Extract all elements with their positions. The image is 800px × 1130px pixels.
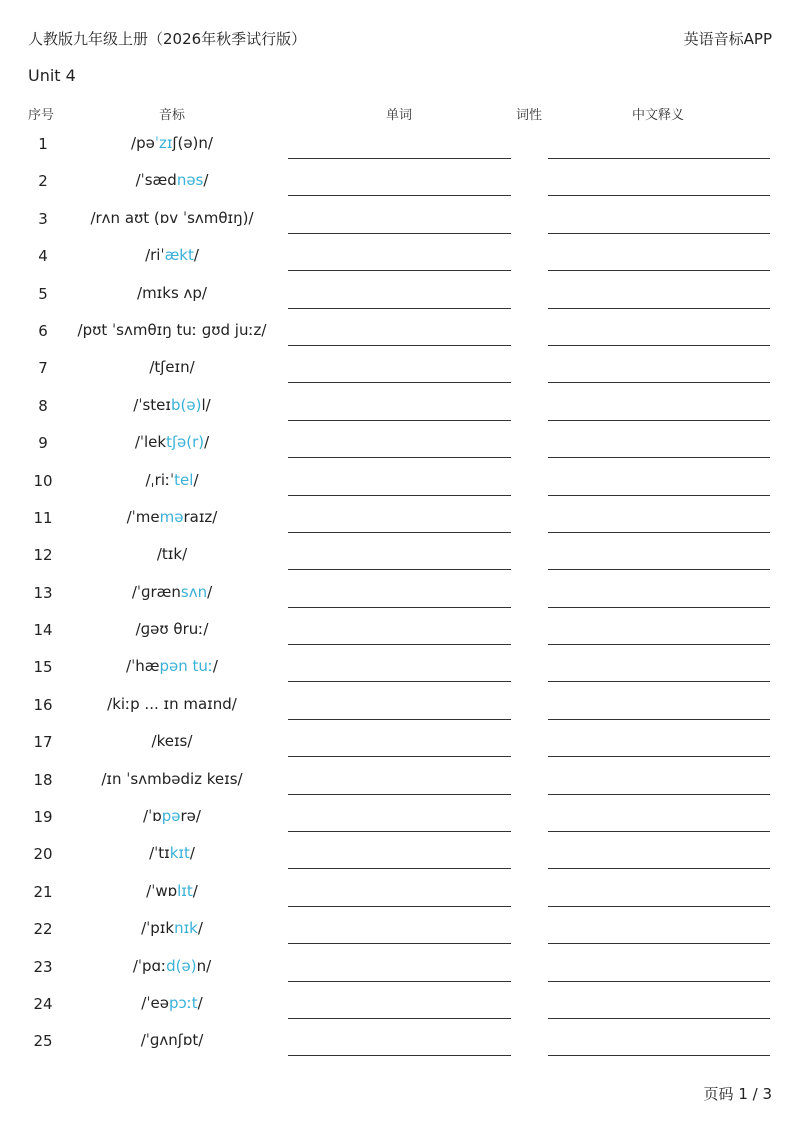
phonetic-transcription xyxy=(72,657,272,675)
meaning-answer-line[interactable] xyxy=(548,345,770,346)
phonetic-stressed-segment: pɔːt xyxy=(168,993,198,1012)
word-answer-line[interactable] xyxy=(288,158,511,159)
table-row xyxy=(0,1023,800,1060)
word-answer-line[interactable] xyxy=(288,233,511,234)
word-answer-line[interactable] xyxy=(288,420,511,421)
phonetic-segment: /pʊt ˈsʌmθɪŋ tuː ɡʊd juːz/ xyxy=(77,320,267,339)
phonetic-segment: / xyxy=(212,657,218,676)
col-header-word: 单词 xyxy=(386,108,413,123)
meaning-answer-line[interactable] xyxy=(548,794,770,795)
meaning-answer-line[interactable] xyxy=(548,382,770,383)
phonetic-transcription xyxy=(72,209,272,227)
phonetic-segment: /ˌriːˈ xyxy=(145,470,175,489)
table-row xyxy=(0,388,800,425)
phonetic-stressed-segment: b(ə) xyxy=(170,395,202,414)
word-answer-line[interactable] xyxy=(288,457,511,458)
phonetic-segment: / xyxy=(204,433,210,452)
phonetic-segment: /pə xyxy=(131,134,155,152)
row-index: 24 xyxy=(33,994,53,1013)
meaning-answer-line[interactable] xyxy=(548,495,770,496)
row-index: 6 xyxy=(38,321,48,340)
row-index: 21 xyxy=(33,882,53,901)
meaning-answer-line[interactable] xyxy=(548,457,770,458)
meaning-answer-line[interactable] xyxy=(548,308,770,309)
phonetic-transcription xyxy=(72,545,272,563)
row-index: 11 xyxy=(33,508,53,527)
word-answer-line[interactable] xyxy=(288,569,511,570)
meaning-answer-line[interactable] xyxy=(548,756,770,757)
phonetic-transcription xyxy=(72,171,272,189)
vocabulary-table xyxy=(0,126,800,1061)
phonetic-segment: raɪz/ xyxy=(183,507,218,526)
word-answer-line[interactable] xyxy=(288,981,511,982)
phonetic-segment: /ɪn ˈsʌmbədiz keɪs/ xyxy=(101,769,243,788)
phonetic-transcription xyxy=(72,732,272,750)
table-row xyxy=(0,724,800,761)
meaning-answer-line[interactable] xyxy=(548,831,770,832)
phonetic-segment: /ˈsæd xyxy=(135,171,177,190)
phonetic-segment: /riˈ xyxy=(145,246,165,265)
meaning-answer-line[interactable] xyxy=(548,158,770,159)
phonetic-transcription xyxy=(72,508,272,526)
word-answer-line[interactable] xyxy=(288,270,511,271)
table-row xyxy=(0,313,800,350)
row-index: 7 xyxy=(38,359,48,378)
row-index: 18 xyxy=(33,770,53,789)
phonetic-transcription xyxy=(72,770,272,788)
phonetic-segment: / xyxy=(207,582,213,601)
row-index: 1 xyxy=(38,135,48,153)
table-row xyxy=(0,500,800,537)
table-row xyxy=(0,276,800,313)
phonetic-transcription xyxy=(72,583,272,601)
phonetic-segment: /ˈwɒ xyxy=(146,881,178,900)
phonetic-segment: /ˈsteɪ xyxy=(133,395,171,414)
phonetic-transcription xyxy=(72,882,272,900)
row-index: 10 xyxy=(33,471,53,490)
phonetic-stressed-segment: pən tuː xyxy=(159,657,213,676)
phonetic-segment: /ɡəʊ θruː/ xyxy=(135,620,209,639)
meaning-answer-line[interactable] xyxy=(548,195,770,196)
phonetic-segment: /ˈɡʌnʃɒt/ xyxy=(140,1031,204,1050)
phonetic-stressed-segment: tʃə(r) xyxy=(166,433,205,452)
row-index: 23 xyxy=(33,957,53,976)
row-index: 2 xyxy=(38,172,48,191)
word-answer-line[interactable] xyxy=(288,345,511,346)
phonetic-stressed-segment: kɪt xyxy=(169,844,190,863)
phonetic-stressed-segment: tel xyxy=(174,470,194,489)
phonetic-transcription xyxy=(72,471,272,489)
phonetic-segment: /mɪks ʌp/ xyxy=(137,283,207,302)
meaning-answer-line[interactable] xyxy=(548,270,770,271)
col-header-pos: 词性 xyxy=(516,108,543,123)
word-answer-line[interactable] xyxy=(288,868,511,869)
word-answer-line[interactable] xyxy=(288,831,511,832)
phonetic-segment: /tɪk/ xyxy=(156,545,188,564)
meaning-answer-line[interactable] xyxy=(548,532,770,533)
phonetic-stressed-segment: mə xyxy=(159,507,184,526)
phonetic-segment: /ˈɡræn xyxy=(131,582,181,601)
phonetic-transcription xyxy=(72,358,272,376)
phonetic-transcription xyxy=(72,321,272,339)
table-row xyxy=(0,537,800,574)
phonetic-stressed-segment: sʌn xyxy=(180,582,208,601)
phonetic-stressed-segment: nəs xyxy=(176,171,204,190)
table-row xyxy=(0,238,800,275)
row-index: 13 xyxy=(33,583,53,602)
word-answer-line[interactable] xyxy=(288,906,511,907)
phonetic-segment: /ˈtɪ xyxy=(149,844,170,863)
row-index: 17 xyxy=(33,733,53,752)
phonetic-segment: /kiːp ... ɪn maɪnd/ xyxy=(107,694,237,713)
row-index: 5 xyxy=(38,284,48,303)
row-index: 20 xyxy=(33,845,53,864)
phonetic-segment: /ˈlek xyxy=(134,433,167,452)
meaning-answer-line[interactable] xyxy=(548,681,770,682)
row-index: 14 xyxy=(33,621,53,640)
phonetic-stressed-segment: nɪk xyxy=(174,919,198,938)
phonetic-segment: rə/ xyxy=(180,807,201,826)
phonetic-segment: n/ xyxy=(196,956,212,975)
phonetic-transcription xyxy=(72,134,272,152)
table-row xyxy=(0,649,800,686)
table-row xyxy=(0,911,800,948)
phonetic-transcription xyxy=(72,433,272,451)
col-header-index: 序号 xyxy=(28,108,55,123)
phonetic-segment: /rʌn aʊt (ɒv ˈsʌmθɪŋ)/ xyxy=(90,208,254,227)
phonetic-segment: /ˈpɪk xyxy=(141,919,175,938)
table-row xyxy=(0,836,800,873)
phonetic-transcription xyxy=(72,284,272,302)
phonetic-transcription xyxy=(72,246,272,264)
phonetic-stressed-segment: pə xyxy=(161,807,181,826)
table-row xyxy=(0,163,800,200)
col-header-meaning: 中文释义 xyxy=(632,108,685,123)
row-index: 15 xyxy=(33,658,53,677)
table-row xyxy=(0,874,800,911)
phonetic-transcription xyxy=(72,695,272,713)
word-answer-line[interactable] xyxy=(288,681,511,682)
phonetic-stressed-segment: d(ə) xyxy=(166,956,197,975)
meaning-answer-line[interactable] xyxy=(548,233,770,234)
phonetic-segment: / xyxy=(197,919,203,938)
phonetic-transcription xyxy=(72,807,272,825)
table-row xyxy=(0,799,800,836)
table-row xyxy=(0,986,800,1023)
word-answer-line[interactable] xyxy=(288,943,511,944)
row-index: 12 xyxy=(33,546,53,565)
brand-name: 英语音标APP xyxy=(683,30,772,48)
phonetic-stressed-segment: lɪt xyxy=(177,881,193,900)
phonetic-segment: / xyxy=(189,844,195,863)
table-row xyxy=(0,201,800,238)
phonetic-segment: /ˈpɑː xyxy=(132,956,167,975)
word-answer-line[interactable] xyxy=(288,644,511,645)
phonetic-transcription xyxy=(72,957,272,975)
phonetic-segment: /keɪs/ xyxy=(151,732,193,751)
table-row xyxy=(0,762,800,799)
meaning-answer-line[interactable] xyxy=(548,1018,770,1019)
word-answer-line[interactable] xyxy=(288,495,511,496)
meaning-answer-line[interactable] xyxy=(548,420,770,421)
meaning-answer-line[interactable] xyxy=(548,569,770,570)
table-row xyxy=(0,126,800,163)
word-answer-line[interactable] xyxy=(288,719,511,720)
meaning-answer-line[interactable] xyxy=(548,607,770,608)
phonetic-transcription xyxy=(72,1031,272,1049)
word-answer-line[interactable] xyxy=(288,308,511,309)
table-row xyxy=(0,425,800,462)
word-answer-line[interactable] xyxy=(288,794,511,795)
phonetic-segment: ʃ(ə)n/ xyxy=(172,134,213,152)
word-answer-line[interactable] xyxy=(288,1018,511,1019)
page-number: 页码 1 / 3 xyxy=(703,1085,772,1103)
row-index: 16 xyxy=(33,695,53,714)
table-row xyxy=(0,463,800,500)
meaning-answer-line[interactable] xyxy=(548,1055,770,1056)
row-index: 4 xyxy=(38,247,48,266)
phonetic-segment: /ˈeə xyxy=(141,993,169,1012)
row-index: 22 xyxy=(33,920,53,939)
word-answer-line[interactable] xyxy=(288,1055,511,1056)
phonetic-stressed-segment: ækt xyxy=(164,246,194,265)
word-answer-line[interactable] xyxy=(288,195,511,196)
row-index: 8 xyxy=(38,396,48,415)
table-row xyxy=(0,350,800,387)
meaning-answer-line[interactable] xyxy=(548,719,770,720)
phonetic-segment: /ˈhæ xyxy=(126,657,160,676)
phonetic-segment: l/ xyxy=(201,395,211,414)
table-row xyxy=(0,575,800,612)
document-title: 人教版九年级上册（2026年秋季试行版） xyxy=(28,30,307,48)
meaning-answer-line[interactable] xyxy=(548,906,770,907)
phonetic-transcription xyxy=(72,919,272,937)
phonetic-transcription xyxy=(72,620,272,638)
phonetic-segment: /ˈme xyxy=(126,507,160,526)
row-index: 3 xyxy=(38,209,48,228)
meaning-answer-line[interactable] xyxy=(548,868,770,869)
row-index: 19 xyxy=(33,808,53,827)
phonetic-segment: /tʃeɪn/ xyxy=(149,358,195,377)
meaning-answer-line[interactable] xyxy=(548,943,770,944)
phonetic-segment: / xyxy=(193,246,199,265)
phonetic-segment: / xyxy=(197,993,203,1012)
phonetic-transcription xyxy=(72,396,272,414)
word-answer-line[interactable] xyxy=(288,607,511,608)
row-index: 9 xyxy=(38,434,48,453)
meaning-answer-line[interactable] xyxy=(548,981,770,982)
col-header-phonetic: 音标 xyxy=(159,108,186,123)
phonetic-segment: / xyxy=(203,171,209,190)
phonetic-stressed-segment: ˈzɪ xyxy=(154,134,173,152)
table-row xyxy=(0,612,800,649)
phonetic-segment: / xyxy=(192,881,198,900)
word-answer-line[interactable] xyxy=(288,756,511,757)
table-row xyxy=(0,949,800,986)
phonetic-transcription xyxy=(72,994,272,1012)
row-index: 25 xyxy=(33,1032,53,1051)
word-answer-line[interactable] xyxy=(288,532,511,533)
unit-label: Unit 4 xyxy=(28,66,76,85)
phonetic-segment: /ˈɒ xyxy=(143,807,162,826)
meaning-answer-line[interactable] xyxy=(548,644,770,645)
phonetic-transcription xyxy=(72,844,272,862)
table-row xyxy=(0,687,800,724)
word-answer-line[interactable] xyxy=(288,382,511,383)
phonetic-segment: / xyxy=(193,470,199,489)
